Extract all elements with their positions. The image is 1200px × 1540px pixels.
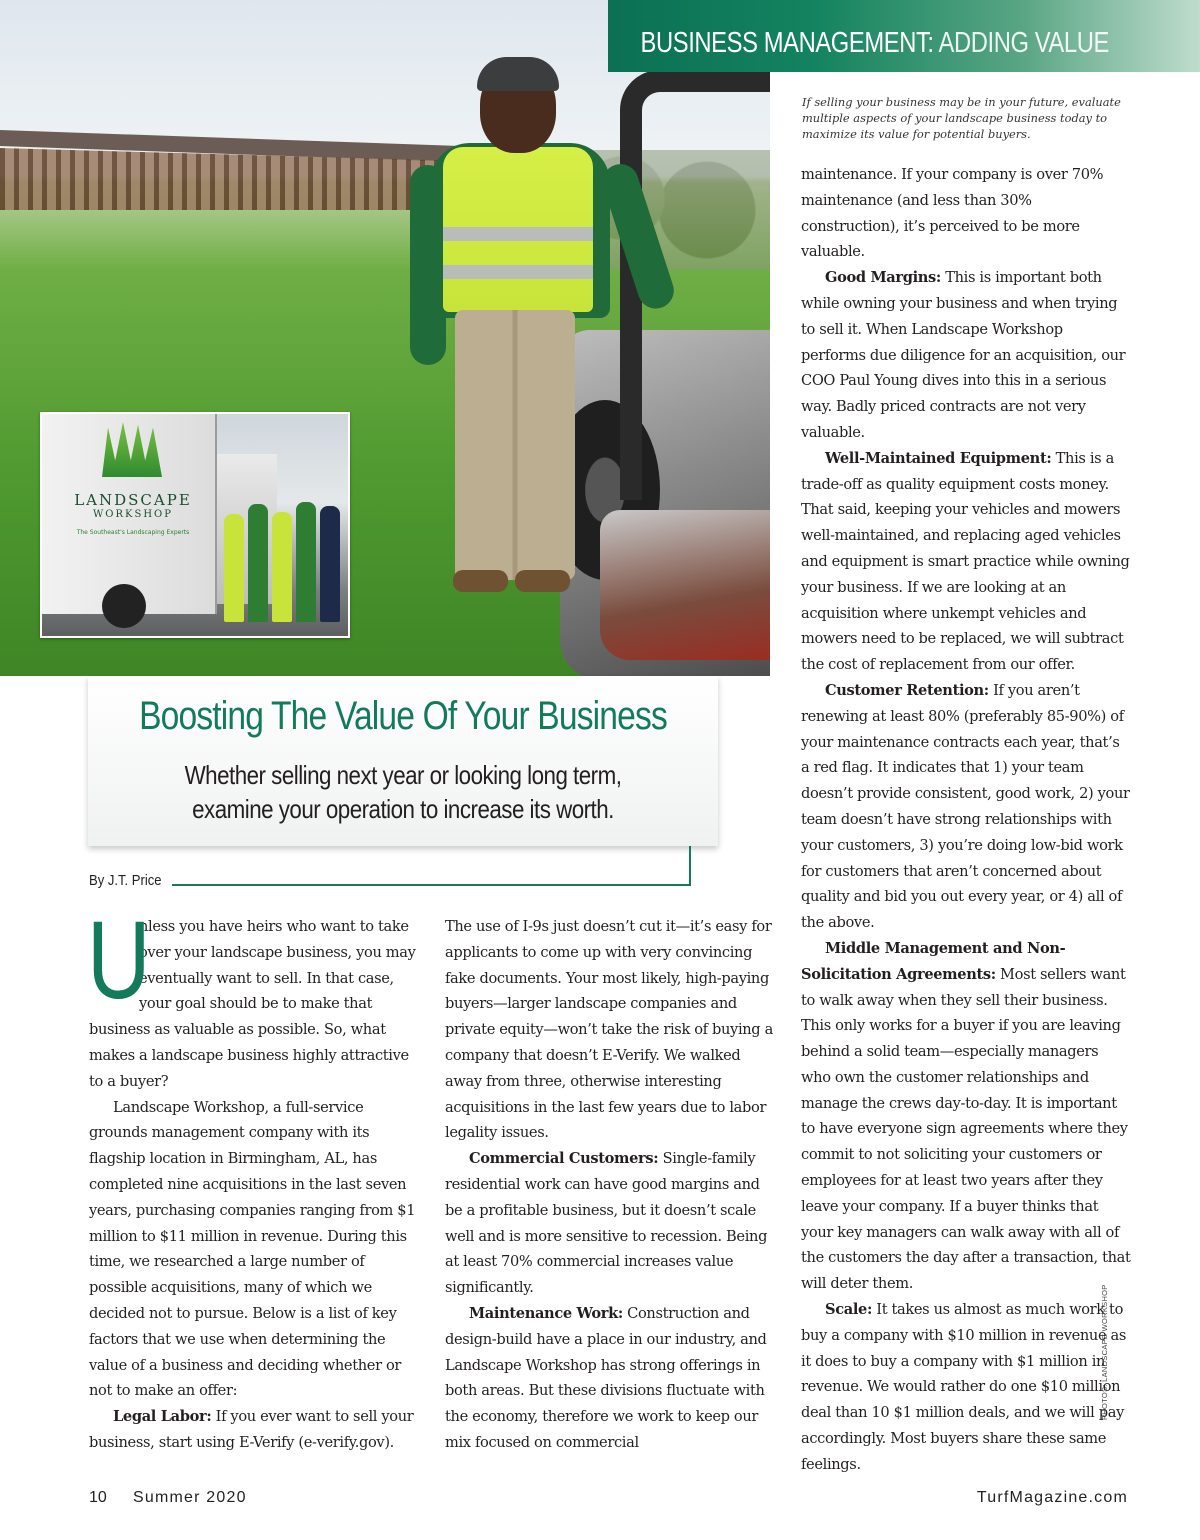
worker-boot-right: [515, 570, 570, 592]
article-column-2: [445, 914, 775, 1456]
subhead: Maintenance Work:: [469, 1304, 623, 1322]
paragraph: [801, 678, 1131, 936]
paragraph-text: This is a trade-off as quality equipment costs money. That said, keeping your vehicles and mowers well-maintained, and replacing aged vehicles and equipment is smart practice while owning your business. If we are looking at an acquisition where unkempt vehicles and mowers need to be replaced, we will subtract the cost of replacement from our offer.: [801, 449, 1130, 674]
paragraph-text: Construction and design-build have a place in our industry, and Landscape Workshop has strong offerings in both areas. But these divisions fluctuate with the economy, therefore we work to keep our mix focused on commercial: [445, 1304, 767, 1451]
page-number: 10: [89, 1489, 107, 1506]
byline-rule: [172, 884, 691, 886]
paragraph: [89, 1404, 419, 1456]
photo-credit: PHOTOS: LANDSCAPE WORKSHOP: [1100, 1284, 1109, 1420]
section-topic: ADDING VALUE: [933, 27, 1109, 59]
paragraph: [801, 265, 1131, 446]
paragraph: [87, 899, 419, 1095]
paragraph-text: nless you have heirs who want to take over your landscape business, you may eventually want to sell. In that case, your goal should be to make that business as valuable as possible. So, what makes a landscape business highly attractive to a buyer?: [89, 918, 416, 1090]
byline-connector: [689, 846, 691, 885]
paragraph: Landscape Workshop, a full-service grounds management company with its flagship location in Birmingham, AL, has completed nine acquisitions in the last seven years, purchasing companies ranging from $1 million to $11 million in revenue. During this time, we researched a large number of possible acquisitions, many of which we decided not to pursue. Below is a list of key factors that we use when determining the value of a business and deciding whether or not to make an offer:: [89, 1098, 416, 1400]
crew-member: [272, 512, 292, 622]
article-dek: [132, 758, 674, 826]
article-dek-line2: examine your operation to increase its worth.: [192, 794, 614, 824]
article-dek-line1: Whether selling next year or looking long term,: [184, 760, 622, 790]
paragraph: [445, 1146, 775, 1301]
truck-logo-tagline: The Southeast's Landscaping Experts: [76, 528, 190, 536]
paragraph: [801, 446, 1131, 678]
safety-vest: [443, 147, 593, 312]
paragraph-text: It takes us almost as much work to buy a company with $10 million in revenue as it does to buy a company with $1 million in revenue. We would rather do one $10 million deal than 10 $1 million deals, and we will pay accordingly. Most buyers share these same feelings.: [801, 1301, 1127, 1473]
paragraph-text: If you aren’t renewing at least 80% (preferably 85-90%) of your maintenance contracts each year, that’s a red flag. It indicates that 1) your team doesn’t provide consistent, good work, 2) your team doesn’t have strong relationships with your customers, 3) you’re doing low-bid work for customers that aren’t concerned about quality and bid you out every year, or 4) all of the above.: [801, 681, 1130, 932]
section-banner-text: [634, 22, 1115, 64]
title-box: [88, 676, 718, 846]
truck-logo-line2: WORKSHOP: [93, 508, 173, 520]
subhead: Scale:: [825, 1301, 872, 1319]
truck-logo: [58, 492, 208, 536]
subhead: Commercial Customers:: [469, 1150, 659, 1168]
paragraph-text: This is important both while owning your business and when trying to sell it. When Landscape Workshop performs due diligence for an acquisition, our COO Paul Young dives into this in a serious way. Badly priced contracts are not very valuable.: [801, 269, 1126, 441]
paragraph: [801, 1297, 1131, 1478]
byline: By J.T. Price: [89, 873, 162, 889]
article-title: Boosting The Value Of Your Business: [139, 694, 667, 738]
subhead: Customer Retention:: [825, 681, 989, 699]
site-url: TurfMagazine.com: [976, 1489, 1128, 1506]
paragraph: The use of I-9s just doesn’t cut it—it’s easy for applicants to come up with very convincing fake documents. Your most likely, high-paying buyers—larger landscape companies and private equity—won’t take the risk of buying a company that doesn’t E-Verify. We walked away from three, otherwise interesting acquisitions in the last few years due to labor legality issues.: [445, 918, 773, 1142]
paragraph-text: Most sellers want to walk away when they sell their business. This only works for a buyer if you are leaving behind a solid team—especially managers who own the customer relationships and manage the crews day-to-day. It is important to have everyone sign agreements where they commit to not soliciting your customers or employees for at least two years after they leave your company. If a buyer thinks that your key managers can walk away with all of the customers the day after a transaction, that will deter them.: [801, 965, 1131, 1293]
truck-wheel: [102, 584, 146, 628]
subhead: Good Margins:: [825, 269, 941, 287]
crew-member: [320, 506, 340, 622]
article-column-3: [801, 162, 1131, 1478]
drop-cap: U: [87, 899, 151, 1022]
section-banner: [608, 0, 1200, 72]
worker-pants: [455, 310, 575, 580]
worker-boot-left: [453, 570, 508, 592]
subhead: Legal Labor:: [113, 1408, 212, 1426]
issue-date: Summer 2020: [133, 1489, 247, 1506]
paragraph-text: If you ever want to sell your business, start using E-Verify (e-verify.gov).: [89, 1408, 414, 1451]
inset-photo-truck-crew: [40, 412, 350, 638]
worker-cap: [477, 57, 559, 91]
worker-figure: [405, 55, 635, 595]
crew-member: [224, 514, 244, 622]
paragraph: [801, 936, 1131, 1297]
paragraph: maintenance. If your company is over 70% maintenance (and less than 30% construction), it’s perceived to be more valuable.: [801, 166, 1104, 261]
intro-deck: If selling your business may be in your future, evaluate multiple aspects of your landscape business today to maximize its value for potential buyers.: [802, 95, 1121, 141]
subhead: Middle Management and Non-Solicitation Agreements:: [801, 939, 1066, 983]
crew-member: [296, 502, 316, 622]
article-column-1: [87, 899, 419, 1456]
crew-member: [248, 504, 268, 622]
truck-logo-line1: LANDSCAPE: [74, 491, 192, 509]
paragraph: [445, 1301, 775, 1456]
section-label: BUSINESS MANAGEMENT:: [640, 27, 934, 59]
subhead: Well-Maintained Equipment:: [825, 449, 1052, 467]
paragraph-text: Single-family residential work can have good margins and be a profitable business, but it doesn’t scale well and is more sensitive to recession. Being at least 70% commercial increases value significantly.: [445, 1150, 768, 1297]
crew-group: [220, 492, 340, 622]
